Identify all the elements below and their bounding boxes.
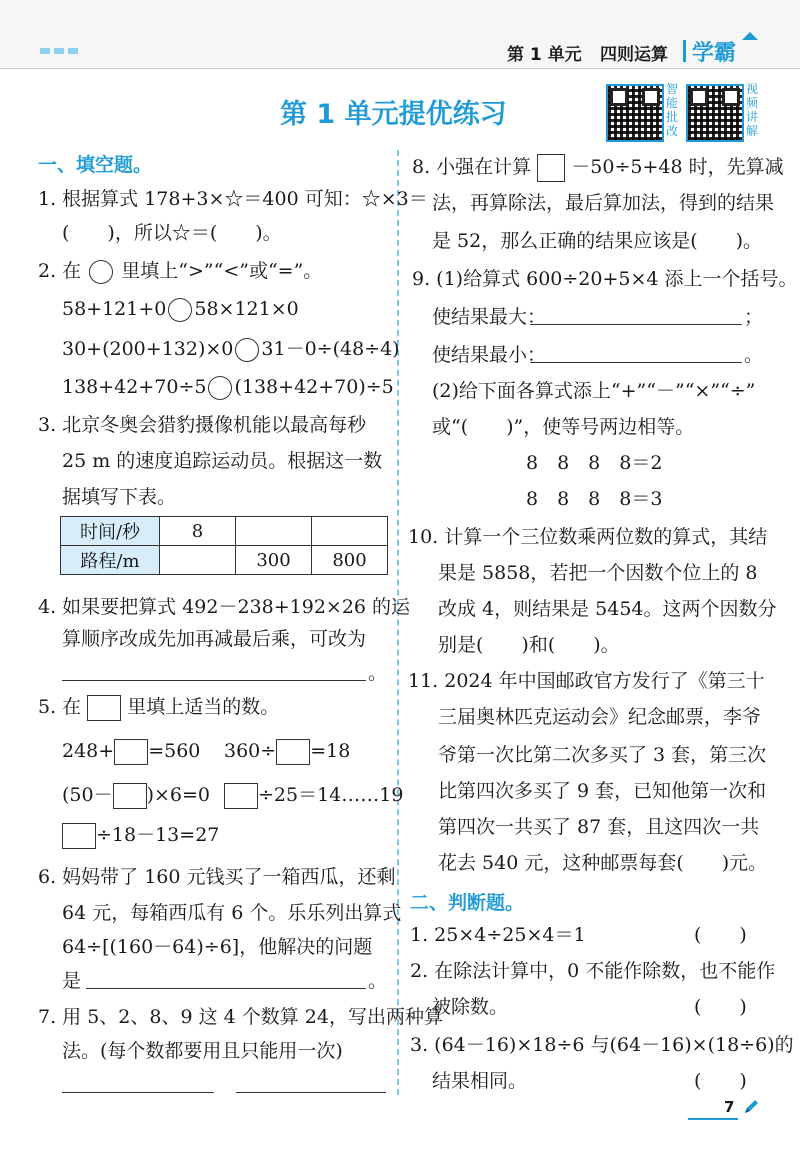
q6-line4a: 是 (62, 970, 82, 992)
topic-label: 四则运算 (600, 45, 668, 65)
q4-end: 。 (368, 662, 388, 684)
page-title: 第 1 单元提优练习 (280, 99, 507, 130)
q2-expr1 (62, 296, 299, 322)
qr-label-grading: 智能批改 (666, 82, 679, 138)
j3-line2: 结果相同。 (432, 1070, 528, 1092)
q2-expr3-left: 138+42+70÷5 (62, 376, 207, 398)
q5-expr1-left: 248+ (62, 740, 115, 762)
q8-line3: 是 52，那么正确的结果应该是( )。 (432, 230, 763, 252)
q5-expr5-right: ÷18－13=27 (96, 824, 220, 846)
q9-max-answer-line[interactable] (530, 302, 742, 325)
q8-box[interactable] (537, 154, 565, 182)
q9-max-end: ； (744, 306, 764, 328)
q2-expr2-right: 31－0÷(48÷4) (261, 338, 400, 360)
q9-line4: (2)给下面各算式添上“+”“－”“×”“÷” (432, 380, 756, 402)
q5-expr3-left: (50－ (62, 784, 113, 806)
column-divider (397, 150, 399, 1095)
j2-paren[interactable]: ( ) (694, 996, 747, 1018)
q5-expr1-box[interactable] (114, 739, 148, 765)
q5-expr4 (224, 782, 403, 809)
table-row (61, 517, 388, 546)
brand-divider (683, 40, 686, 62)
q5-expr2-right: =18 (310, 740, 351, 762)
page-number: 7 (724, 1098, 735, 1116)
qr-code-video[interactable] (686, 84, 744, 142)
square-box-icon (87, 695, 121, 721)
q2-expr3 (62, 374, 394, 400)
q2-expr1-left: 58+121+0 (62, 298, 167, 320)
q3-line1: 3. 北京冬奥会猎豹摄像机能以最高每秒 (38, 414, 367, 436)
q7-answer-line-1[interactable] (62, 1070, 214, 1093)
q9-line5: 或“( )”，使等号两边相等。 (432, 416, 695, 438)
q9-eq1: 8 8 8 8＝2 (526, 452, 663, 474)
table-cell[interactable] (312, 517, 388, 546)
q7-answer-line-2[interactable] (236, 1070, 386, 1093)
q5-expr2-left: 360÷ (224, 740, 277, 762)
q2-intro-b: 里填上“>”“<”或“=”。 (121, 260, 323, 282)
footer-rule (688, 1118, 738, 1120)
table-cell[interactable] (160, 546, 236, 575)
q8-line1a: 8. 小强在计算 (412, 156, 532, 178)
table-cell: 时间/秒 (61, 517, 160, 546)
q3-line3: 据填写下表。 (62, 486, 177, 508)
q5-expr4-box[interactable] (224, 783, 258, 809)
q10-line2: 果是 5858，若把一个因数个位上的 8 (438, 562, 758, 584)
q4-answer-line[interactable] (62, 658, 366, 681)
q10-line4: 别是( )和( )。 (438, 634, 620, 656)
q5-expr3 (62, 782, 210, 809)
q5-expr5 (62, 822, 219, 849)
table-cell: 800 (312, 546, 388, 575)
q5-expr2-box[interactable] (276, 739, 310, 765)
q4-line2: 算顺序改成先加再减最后乘，可改为 (62, 628, 367, 650)
q2-expr2-left: 30+(200+132)×0 (62, 338, 234, 360)
table-cell: 300 (236, 546, 312, 575)
q11-line2: 三届奥林匹克运动会》纪念邮票，李爷 (438, 706, 762, 728)
q6-answer-line[interactable] (86, 966, 366, 989)
q2-intro-a: 2. 在 (38, 260, 82, 282)
q10-line3: 改成 4，则结果是 5454。这两个因数分 (438, 598, 777, 620)
j2-line2: 被除数。 (432, 996, 509, 1018)
q9-eq2: 8 8 8 8＝3 (526, 488, 663, 510)
q5-expr3-right: )×6=0 (146, 784, 211, 806)
q2-expr2-circle[interactable] (235, 338, 259, 362)
q6-line4b: 。 (368, 970, 388, 992)
q5-expr1 (62, 738, 200, 765)
brand-logo: 学霸 (692, 41, 737, 66)
qr-label-video: 视频讲解 (746, 82, 759, 138)
q7-line1: 7. 用 5、2、8、9 这 4 个数算 24，写出两种算 (38, 1006, 443, 1028)
q8-line1 (412, 154, 784, 182)
q6-line3: 64÷[(160－64)÷6]，他解决的问题 (62, 936, 373, 958)
qr-code-grading[interactable] (606, 84, 664, 142)
pencil-icon (742, 1098, 760, 1116)
j3-paren[interactable]: ( ) (694, 1070, 747, 1092)
q9-min-end: 。 (744, 344, 764, 366)
header-decoration (40, 48, 78, 54)
section-judgment-heading: 二、判断题。 (410, 892, 525, 914)
q5-expr2 (224, 738, 350, 765)
q6-line1: 6. 妈妈带了 160 元钱买了一箱西瓜，还剩 (38, 866, 396, 888)
q1-line1: 1. 根据算式 178+3×☆＝400 可知：☆×3＝ (38, 188, 428, 210)
q2-expr1-right: 58×121×0 (194, 298, 299, 320)
q5-expr5-box[interactable] (62, 823, 96, 849)
q5-intro-a: 5. 在 (38, 696, 82, 718)
j1-paren[interactable]: ( ) (694, 924, 747, 946)
j2-line1: 2. 在除法计算中，0 不能作除数，也不能作 (410, 960, 776, 982)
j1-text: 1. 25×4÷25×4＝1 (410, 924, 586, 946)
cap-icon (742, 32, 758, 40)
header-bar (0, 0, 800, 69)
q8-line2: 法，再算除法，最后算加法，得到的结果 (432, 192, 775, 214)
unit-label: 第 1 单元 (507, 45, 582, 65)
q2-expr3-right: (138+42+70)÷5 (234, 376, 394, 398)
table-cell: 路程/m (61, 546, 160, 575)
q11-line3: 爷第一次比第二次多买了 3 套，第三次 (438, 744, 767, 766)
q9-min-label: 使结果最小： (432, 344, 547, 366)
q10-line1: 10. 计算一个三位数乘两位数的算式，其结 (408, 526, 768, 548)
q4-line1: 4. 如果要把算式 492－238+192×26 的运 (38, 596, 411, 618)
q6-line2: 64 元，每箱西瓜有 6 个。乐乐列出算式 (62, 902, 402, 924)
table-row (61, 546, 388, 575)
q3-line2: 25 m 的速度追踪运动员。根据这一数 (62, 450, 383, 472)
q9-line1: 9. (1)给算式 600÷20+5×4 添上一个括号。 (412, 268, 798, 290)
table-cell[interactable] (236, 517, 312, 546)
q7-line2: 法。(每个数都要用且只能用一次) (62, 1040, 343, 1062)
q2-intro (38, 258, 322, 284)
q9-max-label: 使结果最大： (432, 306, 547, 328)
table-cell: 8 (160, 517, 236, 546)
j3-line1: 3. (64－16)×18÷6 与(64－16)×(18÷6)的 (410, 1034, 794, 1056)
q11-line6: 花去 540 元，这种邮票每套( )元。 (438, 852, 768, 874)
q2-expr1-circle[interactable] (168, 298, 192, 322)
q11-line1: 11. 2024 年中国邮政官方发行了《第三十 (408, 670, 765, 692)
speed-table (60, 516, 388, 575)
q5-expr1-right: =560 (148, 740, 201, 762)
q5-expr4-right: ÷25＝14……19 (258, 784, 404, 806)
q11-line5: 第四次一共买了 87 套，且这四次一共 (438, 816, 760, 838)
compare-circle-icon (89, 260, 113, 284)
section-fill-blanks-heading: 一、填空题。 (38, 154, 153, 176)
q11-line4: 比第四次多买了 9 套，已知他第一次和 (438, 780, 767, 802)
q9-min-answer-line[interactable] (530, 340, 742, 363)
q8-line1b: －50÷5+48 时，先算减 (571, 156, 784, 178)
q5-intro (38, 694, 279, 721)
q1-line2: ( )，所以☆＝( )。 (62, 222, 282, 244)
q2-expr3-circle[interactable] (208, 376, 232, 400)
q5-intro-b: 里填上适当的数。 (127, 696, 280, 718)
q5-expr3-box[interactable] (113, 783, 147, 809)
q2-expr2 (62, 336, 400, 362)
